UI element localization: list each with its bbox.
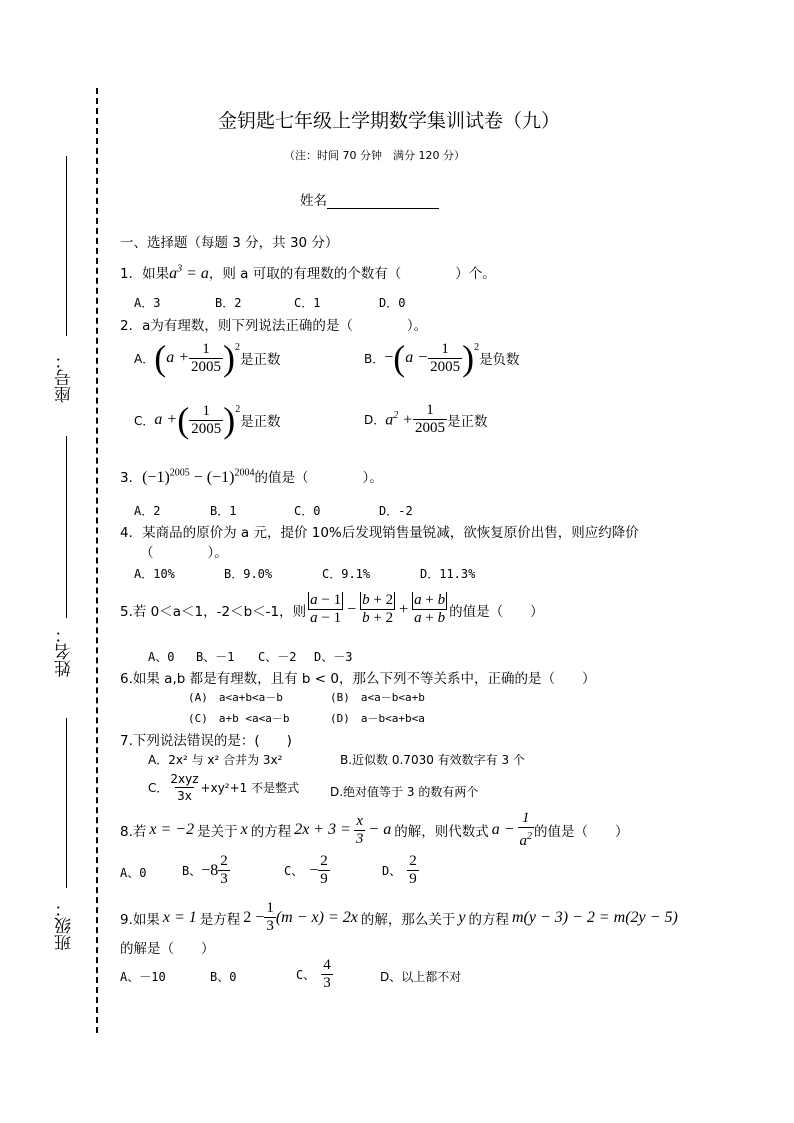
q2-option-b: B． − ( a − $\frac{1}{2005}$ ) 2 是负数 bbox=[364, 338, 520, 378]
q3-option-c: C．0 bbox=[294, 504, 321, 518]
question-3: 3．$(-1)^{2005} - (-1)^{2004}$的值是（ ）。 bbox=[120, 467, 383, 486]
q5-option-b: B、－1 bbox=[196, 650, 235, 664]
q9-option-d: D、以上都不对 bbox=[380, 970, 462, 984]
q8-option-a: A、0 bbox=[120, 866, 147, 880]
q1-option-c: C．1 bbox=[294, 296, 321, 310]
side-name-label: 姓名： bbox=[55, 626, 75, 677]
q7-option-c: C． $\frac{\text{2xyz}}{3x}$ +xy²+1 不是整式 bbox=[148, 772, 300, 803]
q3-option-a: A．2 bbox=[134, 504, 161, 518]
q1-option-a: A．3 bbox=[134, 296, 161, 310]
name-underline bbox=[66, 436, 67, 618]
q8-option-c: C、 − $\frac{2}{9}$ bbox=[284, 853, 328, 887]
q4-option-b: B．9.0% bbox=[224, 567, 273, 581]
q4-option-c: C．9.1% bbox=[322, 567, 371, 581]
binding-dashed-line bbox=[96, 88, 98, 1033]
q6-option-d: (D) a－b<a+b<a bbox=[330, 712, 425, 725]
q9-option-b: B、0 bbox=[210, 970, 237, 984]
question-7: 7.下列说法错误的是：( ) bbox=[120, 733, 292, 749]
question-2: 2．a为有理数，则下列说法正确的是（ ）。 bbox=[120, 318, 428, 334]
q6-option-c: (C) a+b <a<a－b bbox=[188, 712, 290, 725]
question-9: 9.如果 x = 1 是方程 2 − $\frac{1}{3}$ (m − x) = 2x 的解，那么关于 y 的方程 m(y − 3) − 2 = m(2y − 5) bbox=[120, 900, 678, 934]
question-1: 1．如果$a^3 = a$，则 a 可取的有理数的个数有（ ）个。 bbox=[120, 263, 496, 282]
q3-option-d: D．-2 bbox=[379, 504, 413, 518]
q2-option-a: A． ( a + $\frac{1}{2005}$ ) 2 是正数 bbox=[134, 338, 281, 378]
class-label: 班级： bbox=[55, 900, 75, 951]
q1-equation: $a^3 = a$ bbox=[169, 263, 209, 282]
q5-fraction-2: $\frac{b + 2}{b + 2}$ bbox=[362, 592, 394, 626]
q1-option-b: B．2 bbox=[215, 296, 242, 310]
question-4-blank: （ ）。 bbox=[140, 545, 228, 561]
seat-label: 座号： bbox=[55, 352, 75, 403]
q1-option-d: D．0 bbox=[379, 296, 406, 310]
q4-option-a: A．10% bbox=[134, 567, 175, 581]
q3-option-b: B．1 bbox=[210, 504, 237, 518]
q7-option-a: A．2x² 与 x² 合并为 3x² bbox=[148, 753, 283, 767]
q2-option-d: D． $a^2$ + $\frac{1}{2005}$ 是正数 bbox=[364, 402, 488, 436]
q5-option-d: D、－3 bbox=[314, 650, 353, 664]
seat-underline bbox=[66, 156, 67, 336]
student-name-blank[interactable] bbox=[327, 194, 439, 209]
q5-fraction-1: $\frac{a - 1}{a - 1}$ bbox=[310, 592, 342, 626]
question-5: 5.若 0＜a＜1，-2＜b＜-1，则 $\frac{a - 1}{a - 1}$ − $\frac{b + 2}{b + 2}$ + $\frac{a + b}{a + b}$ 的值是（ ） bbox=[120, 592, 544, 626]
page-subtitle: （注：时间 70 分钟 满分 120 分） bbox=[284, 149, 465, 162]
q9-option-c: C、 $\frac{4}{3}$ bbox=[296, 957, 331, 991]
q9-option-a: A、－10 bbox=[120, 970, 166, 984]
q2-option-c: C． a + ( $\frac{1}{2005}$ ) 2 是正数 bbox=[134, 400, 281, 440]
q8-option-d: D、 $\frac{2}{9}$ bbox=[382, 853, 417, 887]
q4-option-d: D．11.3% bbox=[420, 567, 476, 581]
q5-option-a: A、0 bbox=[148, 650, 175, 664]
q6-option-a: (A) a<a+b<a－b bbox=[188, 691, 283, 704]
question-4: 4．某商品的原价为 a 元，提价 10%后发现销售量锐减，欲恢复原价出售，则应约降价 bbox=[120, 525, 639, 541]
page-title: 金钥匙七年级上学期数学集训试卷（九） bbox=[218, 110, 561, 132]
section-heading: 一、选择题（每题 3 分，共 30 分） bbox=[120, 235, 339, 251]
student-name-field[interactable] bbox=[300, 189, 439, 209]
question-9-line2: 的解是（ ） bbox=[120, 941, 215, 957]
q7-option-b: B.近似数 0.7030 有效数字有 3 个 bbox=[340, 753, 525, 767]
q3-expression: $(-1)^{2005} - (-1)^{2004}$ bbox=[142, 467, 255, 486]
class-underline bbox=[66, 718, 67, 888]
q8-option-b: B、 −8 $\frac{2}{3}$ bbox=[182, 853, 228, 887]
q6-option-b: (B) a<a－b<a+b bbox=[330, 691, 425, 704]
q5-fraction-3: $\frac{a + b}{a + b}$ bbox=[414, 592, 446, 626]
student-name-label: 姓名 bbox=[300, 193, 327, 209]
question-8: 8.若 x = −2 是关于 x 的方程 2x + 3 = $\frac{x}{3}$ − a 的解，则代数式 a − $\frac{1}{a^2}$ 的值是（ ） bbox=[120, 810, 629, 849]
question-6: 6.如果 a,b 都是有理数，且有 b < 0，那么下列不等关系中，正确的是（ ） bbox=[120, 671, 596, 687]
q7-option-d: D.绝对值等于 3 的数有两个 bbox=[330, 785, 479, 799]
q5-option-c: C、－2 bbox=[258, 650, 297, 664]
